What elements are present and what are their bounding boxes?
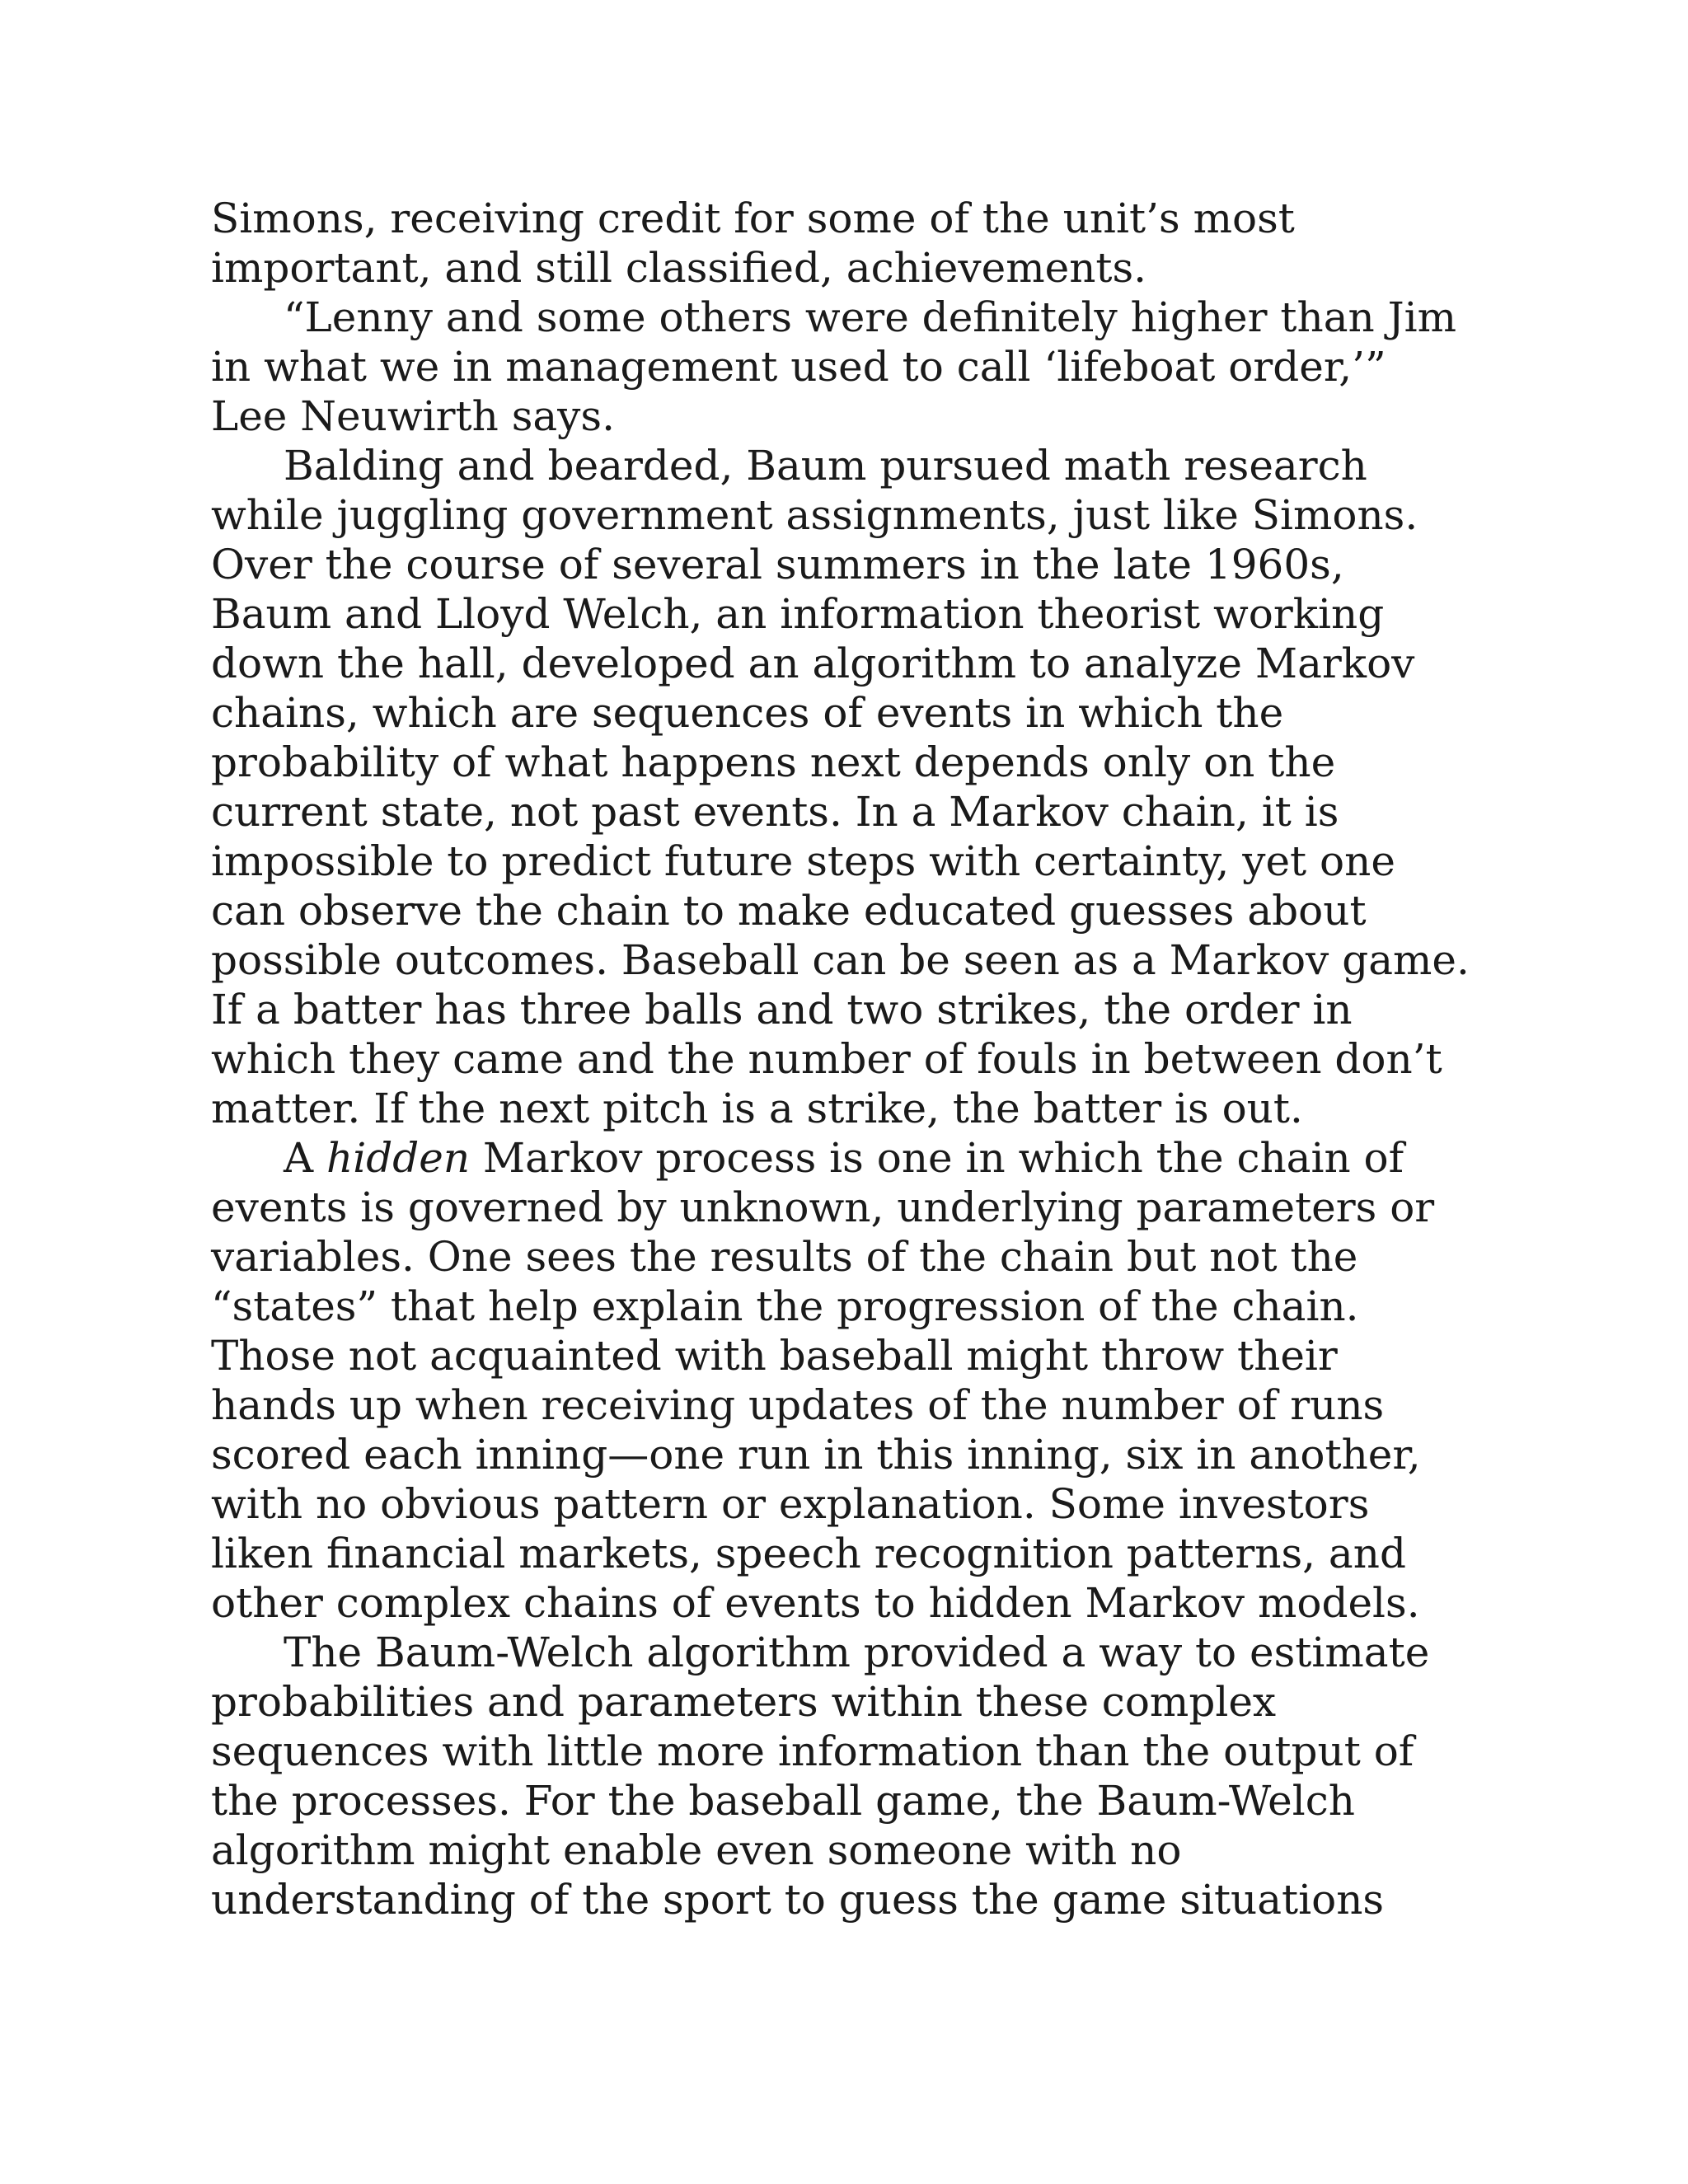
text-line: important, and still classified, achievements. [211,244,1147,292]
text-line: Baum and Lloyd Welch, an information theorist working [211,590,1385,638]
text-line: Over the course of several summers in the late 1960s, [211,541,1344,588]
text-line: while juggling government assignments, just like Simons. [211,491,1418,539]
text-line: other complex chains of events to hidden Markov models. [211,1579,1420,1627]
text-line: can observe the chain to make educated guesses about [211,887,1367,935]
text-line: “states” that help explain the progression of the chain. [211,1282,1359,1330]
text-line: the processes. For the baseball game, the Baum-Welch [211,1777,1355,1825]
text-line: which they came and the number of fouls in between don’t [211,1035,1442,1083]
text-line: in what we in management used to call ‘lifeboat order,’” [211,343,1386,391]
paragraph-continuation [211,194,1497,293]
text-line: hands up when receiving updates of the number of runs [211,1381,1385,1429]
text-line: probabilities and parameters within these complex [211,1678,1277,1726]
paragraph-quote [211,293,1497,441]
text-line: current state, not past events. In a Markov chain, it is [211,788,1339,836]
text-line: Simons, receiving credit for some of the unit’s most [211,194,1295,242]
paragraph-markov-chains [211,441,1497,1133]
text-line: events is governed by unknown, underlying parameters or [211,1183,1435,1231]
text-line: liken financial markets, speech recognition patterns, and [211,1530,1406,1577]
text-line: scored each inning—one run in this inning, six in another, [211,1431,1421,1479]
text-line: sequences with little more information than the output of [211,1727,1414,1775]
text-line: “Lenny and some others were definitely higher than Jim [284,293,1457,341]
text-run: Markov process is one in which the chain of [470,1134,1404,1182]
text-line: variables. One sees the results of the chain but not the [211,1233,1358,1281]
text-line: impossible to predict future steps with certainty, yet one [211,837,1395,885]
text-run: A [284,1134,327,1182]
text-line: The Baum-Welch algorithm provided a way to estimate [284,1629,1430,1676]
emphasis-hidden: hidden [326,1134,471,1182]
text-line: Balding and bearded, Baum pursued math research [284,442,1367,490]
text-line: with no obvious pattern or explanation. Some investors [211,1480,1370,1528]
paragraph-hidden-markov [211,1133,1497,1628]
text-line: probability of what happens next depends only on the [211,738,1336,786]
text-line: down the hall, developed an algorithm to analyze Markov [211,640,1415,687]
text-line: understanding of the sport to guess the game situations [211,1876,1385,1924]
text-line: If a batter has three balls and two strikes, the order in [211,986,1353,1033]
text-line: Those not acquainted with baseball might throw their [211,1332,1338,1380]
text-line: possible outcomes. Baseball can be seen as a Markov game. [211,936,1470,984]
book-page-body [211,194,1497,1924]
text-line: Lee Neuwirth says. [211,392,615,440]
text-line: chains, which are sequences of events in which the [211,689,1284,737]
text-line: algorithm might enable even someone with no [211,1826,1182,1874]
text-line: matter. If the next pitch is a strike, the batter is out. [211,1085,1303,1132]
paragraph-baum-welch [211,1628,1497,1924]
text-line [211,1133,1497,1183]
